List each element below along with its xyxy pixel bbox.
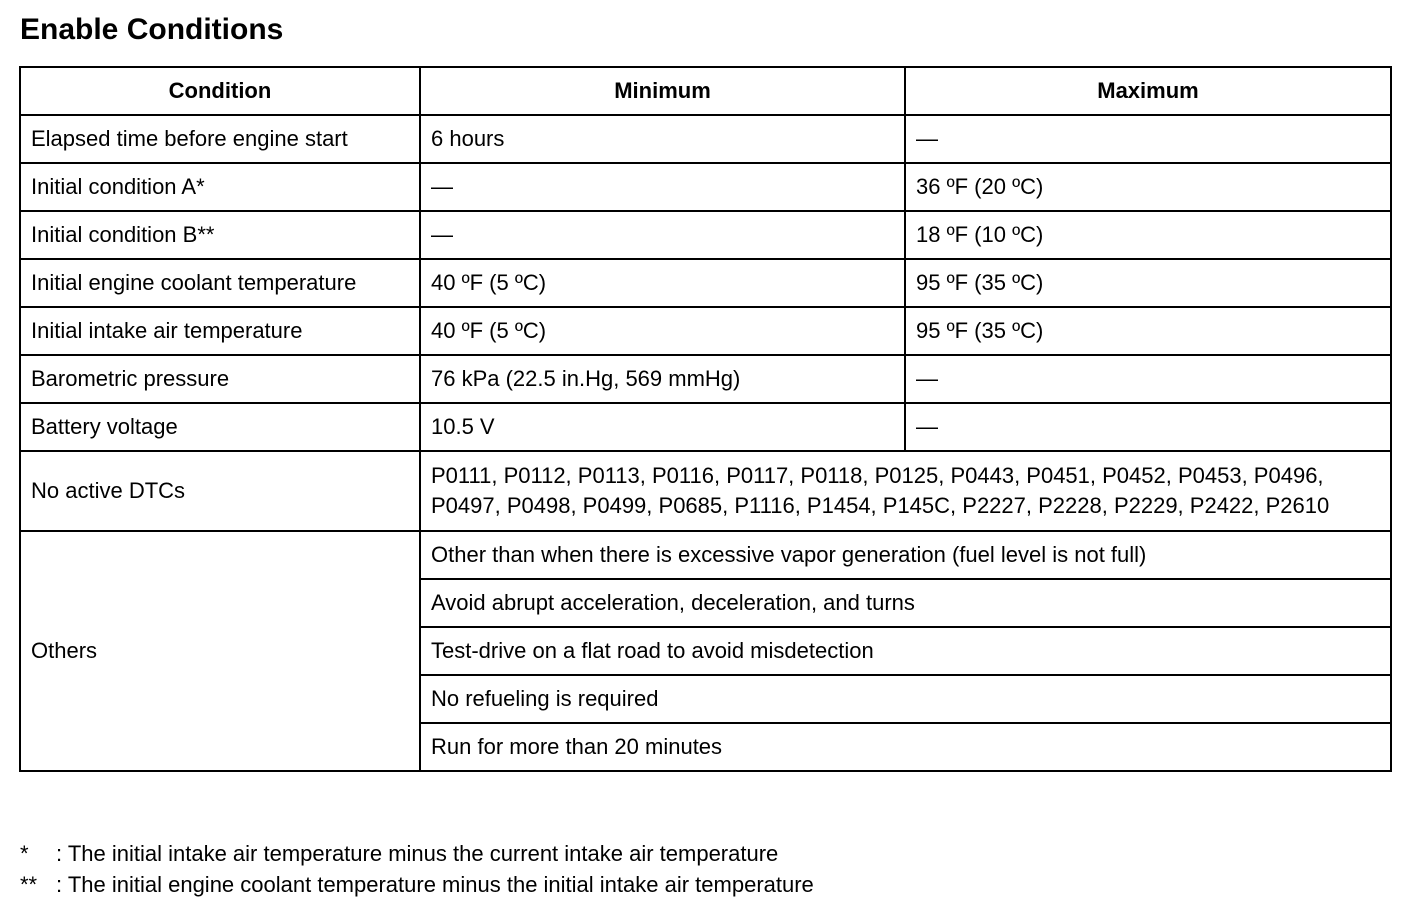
maximum-cell: 95 ºF (35 ºC) <box>905 307 1391 355</box>
condition-cell: Battery voltage <box>20 403 420 451</box>
header-maximum: Maximum <box>905 67 1391 115</box>
dtc-row <box>20 451 1391 531</box>
footnote <box>20 838 814 869</box>
minimum-cell: — <box>420 163 905 211</box>
minimum-cell: 40 ºF (5 ºC) <box>420 259 905 307</box>
others-item-cell: Other than when there is excessive vapor generation (fuel level is not full) <box>420 531 1391 579</box>
minimum-cell: 10.5 V <box>420 403 905 451</box>
minimum-cell: 76 kPa (22.5 in.Hg, 569 mmHg) <box>420 355 905 403</box>
table-row <box>20 307 1391 355</box>
condition-cell: No active DTCs <box>20 451 420 531</box>
footnote-text: : The initial engine coolant temperature minus the initial intake air temperature <box>56 872 814 897</box>
table-header-row <box>20 67 1391 115</box>
table-row <box>20 355 1391 403</box>
dtc-list-cell: P0111, P0112, P0113, P0116, P0117, P0118, P0125, P0443, P0451, P0452, P0453, P0496, P0497, P0498, P0499, P0685, P1116, P1454, P145C, P2227, P2228, P2229, P2422, P2610 <box>420 451 1391 531</box>
condition-cell: Initial intake air temperature <box>20 307 420 355</box>
maximum-cell: 18 ºF (10 ºC) <box>905 211 1391 259</box>
enable-conditions-table <box>19 66 1392 772</box>
footnote-mark: * <box>20 841 29 866</box>
maximum-cell: — <box>905 355 1391 403</box>
footnote <box>20 869 814 900</box>
maximum-cell: 36 ºF (20 ºC) <box>905 163 1391 211</box>
header-condition: Condition <box>20 67 420 115</box>
condition-cell: Initial engine coolant temperature <box>20 259 420 307</box>
condition-cell: Others <box>20 531 420 771</box>
condition-cell: Barometric pressure <box>20 355 420 403</box>
others-item-cell: Test-drive on a flat road to avoid misdetection <box>420 627 1391 675</box>
condition-cell: Initial condition A* <box>20 163 420 211</box>
table-row <box>20 259 1391 307</box>
others-row <box>20 531 1391 579</box>
others-item-cell: No refueling is required <box>420 675 1391 723</box>
table-row <box>20 211 1391 259</box>
minimum-cell: — <box>420 211 905 259</box>
others-item-cell: Run for more than 20 minutes <box>420 723 1391 771</box>
minimum-cell: 40 ºF (5 ºC) <box>420 307 905 355</box>
minimum-cell: 6 hours <box>420 115 905 163</box>
table-row <box>20 163 1391 211</box>
table-row <box>20 403 1391 451</box>
others-item-cell: Avoid abrupt acceleration, deceleration, and turns <box>420 579 1391 627</box>
maximum-cell: — <box>905 403 1391 451</box>
condition-cell: Initial condition B** <box>20 211 420 259</box>
maximum-cell: 95 ºF (35 ºC) <box>905 259 1391 307</box>
table-row <box>20 115 1391 163</box>
page-title: Enable Conditions <box>20 13 284 46</box>
maximum-cell: — <box>905 115 1391 163</box>
footnote-text: : The initial intake air temperature minus the current intake air temperature <box>56 841 779 866</box>
header-minimum: Minimum <box>420 67 905 115</box>
footnotes <box>20 838 814 900</box>
condition-cell: Elapsed time before engine start <box>20 115 420 163</box>
footnote-mark: ** <box>20 872 38 897</box>
